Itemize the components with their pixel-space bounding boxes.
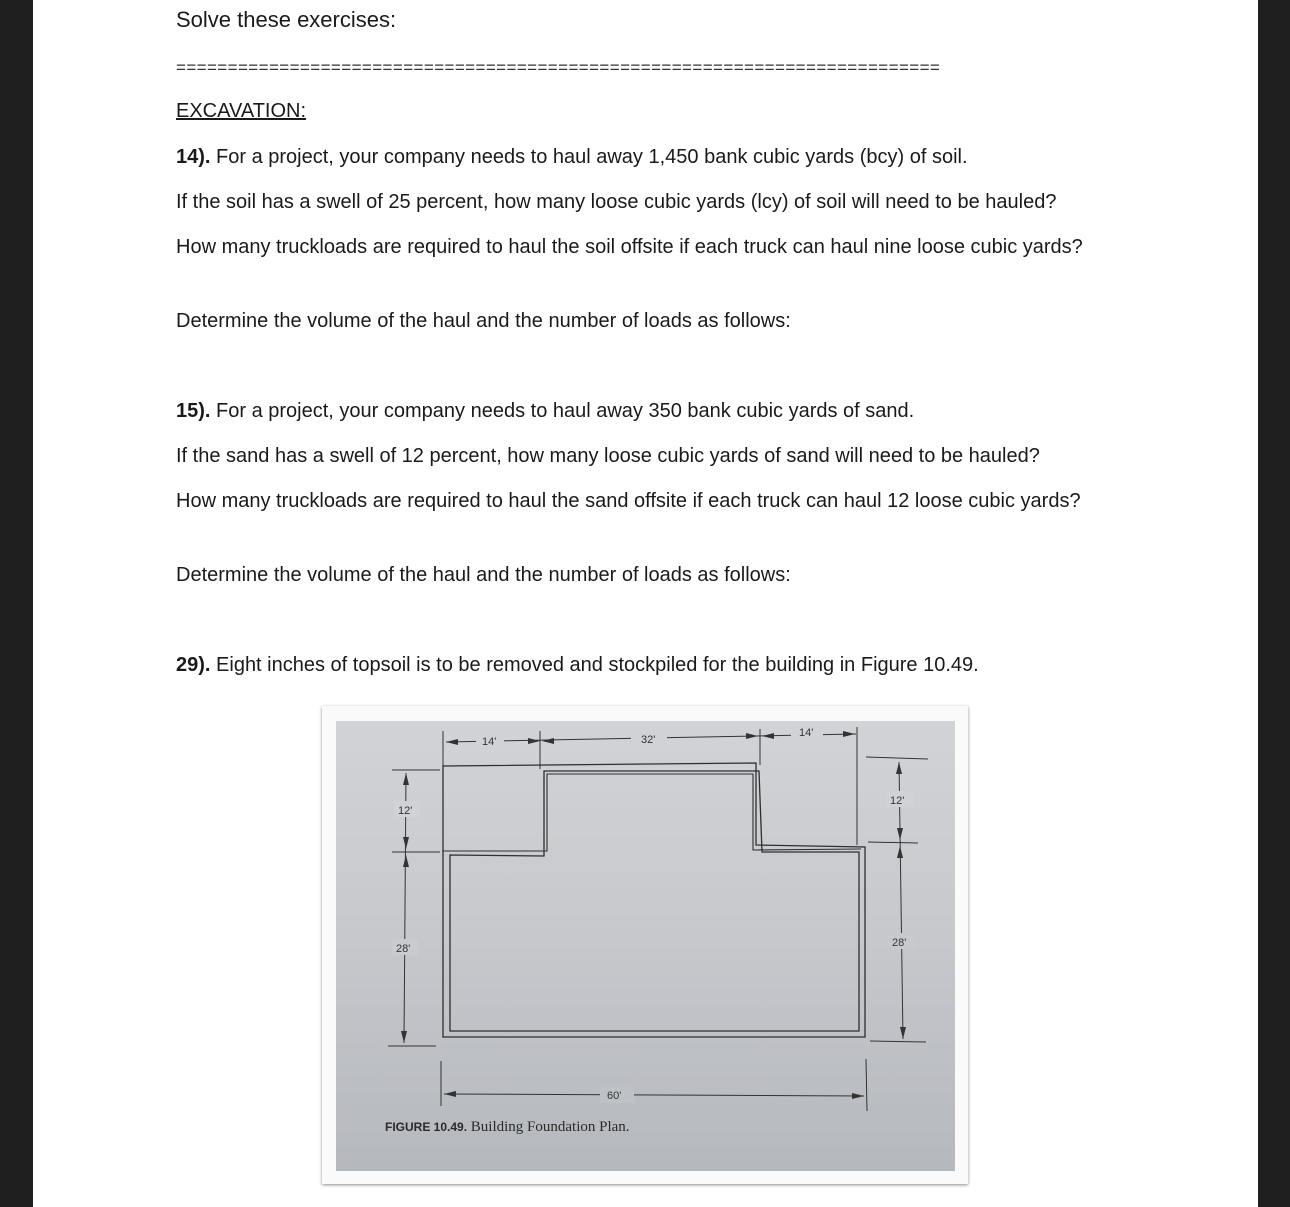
dim-top-right: 14' — [799, 727, 814, 739]
figure-photo — [336, 721, 955, 1171]
foundation-plan-drawing — [336, 721, 955, 1171]
q15-line1 — [176, 397, 914, 426]
figure-frame — [322, 706, 968, 1184]
q14-line1 — [176, 143, 968, 172]
foundation-outline-inner — [450, 771, 859, 1031]
q15-text: For a project, your company needs to haul away 350 bank cubic yards of sand. — [216, 400, 915, 422]
section-title: EXCAVATION: — [176, 100, 307, 122]
q29-number: 29). — [176, 654, 211, 676]
q14-line3: How many truckloads are required to haul the soil offsite if each truck can haul nine loose cubic yards? — [176, 236, 1083, 258]
foundation-outline-outer — [443, 763, 865, 1037]
q14-line4: Determine the volume of the haul and the number of loads as follows: — [176, 310, 791, 332]
divider-line: ========================================================================== — [176, 58, 941, 77]
q14-text: For a project, your company needs to haul away 1,450 bank cubic yards (bcy) of soil. — [216, 146, 968, 168]
q15-line3: How many truckloads are required to haul the sand offsite if each truck can haul 12 loose cubic yards? — [176, 490, 1081, 512]
dim-left-lower: 28' — [396, 943, 411, 955]
q15-number: 15). — [176, 400, 211, 422]
document-page — [33, 0, 1258, 1207]
q14-number: 14). — [176, 146, 211, 168]
dim-bottom: 60' — [607, 1090, 622, 1102]
figure-caption — [385, 1119, 630, 1136]
figure-caption-text: Building Foundation Plan. — [470, 1119, 630, 1135]
q29-text: Eight inches of topsoil is to be removed and stockpiled for the building in Figure 10.49. — [216, 654, 979, 676]
dim-top-left: 14' — [482, 736, 497, 748]
dim-top-middle: 32' — [641, 734, 656, 746]
dim-left-upper: 12' — [398, 805, 413, 817]
dim-right-upper: 12' — [890, 795, 905, 807]
q29-line1 — [176, 651, 979, 680]
dim-right-lower: 28' — [892, 937, 907, 949]
q15-line4: Determine the volume of the haul and the number of loads as follows: — [176, 564, 791, 586]
figure-caption-label: FIGURE 10.49. — [385, 1120, 468, 1134]
q15-line2: If the sand has a swell of 12 percent, how many loose cubic yards of sand will need to be hauled? — [176, 445, 1040, 467]
q14-line2: If the soil has a swell of 25 percent, how many loose cubic yards (lcy) of soil will need to be hauled? — [176, 191, 1057, 213]
page-title: Solve these exercises: — [176, 7, 397, 32]
